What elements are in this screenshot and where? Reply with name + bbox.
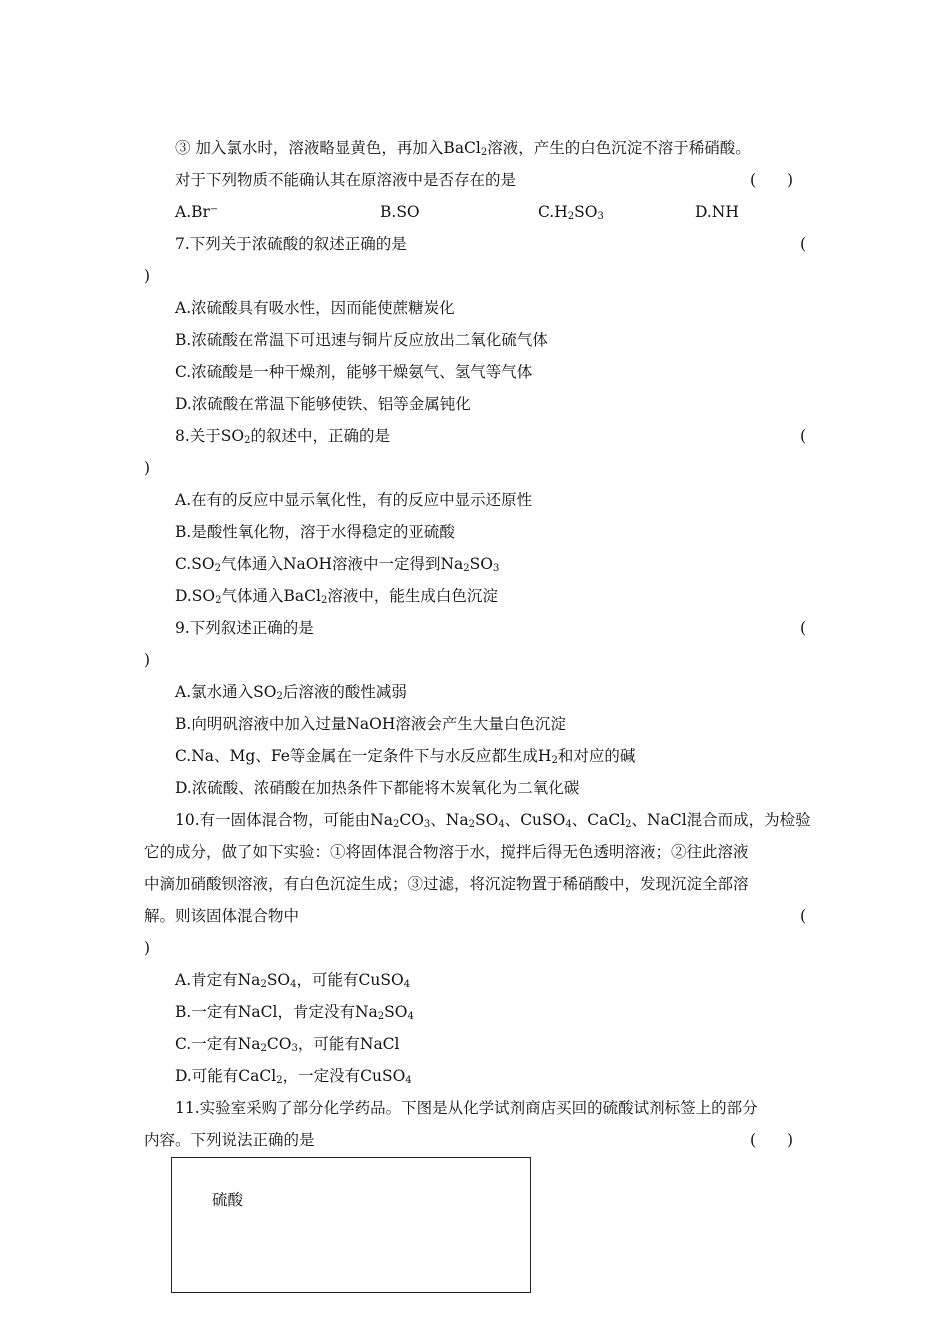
q8-stem	[175, 426, 390, 451]
text: 后溶液的酸性减弱	[282, 683, 407, 701]
q10-option-b	[175, 1002, 414, 1027]
text: 和对应的碱	[557, 747, 636, 765]
subscript: 3	[423, 819, 431, 830]
text: SO	[384, 1003, 408, 1021]
q6-option-a: A.Br⁻	[175, 203, 219, 221]
q6-condition-3	[175, 138, 751, 163]
text: A.氯水通入SO	[175, 683, 277, 701]
subscript: 4	[290, 979, 297, 990]
subscript: 2	[215, 595, 222, 606]
subscript: 2	[567, 211, 575, 222]
q7-option-d: D.浓硫酸在常温下能够使铁、铝等金属钝化	[175, 395, 471, 413]
q9-stem: 9.下列叙述正确的是	[175, 619, 314, 637]
subscript: 4	[403, 979, 411, 990]
text: A.肯定有Na	[175, 971, 261, 989]
q10-bracket-open: (	[800, 907, 807, 925]
subscript: 3	[492, 563, 500, 574]
q9-option-d: D.浓硫酸、浓硝酸在加热条件下都能将木炭氧化为二氧化碳	[175, 779, 580, 797]
q9-option-a	[175, 682, 407, 707]
text: SO	[574, 203, 598, 221]
text: C.H	[538, 203, 568, 221]
text: SO	[474, 811, 499, 829]
text: 、CuSO	[504, 811, 566, 829]
subscript: 2	[276, 1075, 283, 1086]
text: C.Na、Mg、Fe等金属在一定条件下与水反应都生成H	[175, 747, 552, 765]
subscript: 2	[320, 595, 328, 606]
q10-stem-line-1	[175, 810, 811, 835]
text: 10.有一固体混合物，可能由Na	[175, 811, 393, 829]
subscript: 2	[377, 1011, 385, 1022]
subscript: 4	[407, 1011, 414, 1022]
text: ，一定没有CuSO	[282, 1067, 406, 1085]
subscript: 2	[244, 435, 251, 446]
q8-option-a: A.在有的反应中显示氧化性，有的反应中显示还原性	[175, 491, 533, 509]
subscript: 2	[260, 1043, 267, 1054]
q10-option-a	[175, 970, 410, 995]
q6-option-b: B.SO	[380, 203, 420, 221]
text: CO	[266, 1035, 292, 1053]
subscript: 4	[498, 819, 505, 830]
q8-option-d	[175, 586, 498, 611]
q7-bracket-open: (	[800, 235, 807, 253]
q6-option-d: D.NH	[695, 203, 739, 221]
subscript: 3	[291, 1043, 298, 1054]
subscript: 2	[468, 819, 475, 830]
text: D.SO	[175, 587, 216, 605]
q6-stem: 对于下列物质不能确认其在原溶液中是否存在的是	[175, 171, 517, 189]
subscript: 4	[405, 1075, 412, 1086]
subscript: 2	[625, 819, 632, 830]
q9-option-b: B.向明矾溶液中加入过量NaOH溶液会产生大量白色沉淀	[175, 715, 566, 733]
subscript: 2	[463, 563, 470, 574]
subscript: 3	[597, 211, 604, 222]
text: 溶液，产生的白色沉淀不溶于稀硝酸。	[487, 139, 751, 157]
q8-bracket-close: )	[144, 459, 151, 477]
subscript: 2	[392, 819, 400, 830]
text: 的叙述中，正确的是	[250, 427, 391, 445]
subscript: 2	[276, 691, 283, 702]
text: 气体通入NaOH溶液中一定得到Na	[220, 555, 464, 573]
q11-stem-line-1: 11.实验室采购了部分化学药品。下图是从化学试剂商店买回的硫酸试剂标签上的部分	[175, 1099, 758, 1117]
text: ，可能有CuSO	[296, 971, 404, 989]
text: 、CaCl	[571, 811, 626, 829]
text: CO	[399, 811, 424, 829]
text: 、NaCl混合而成，为检验	[631, 811, 811, 829]
subscript: 2	[480, 147, 488, 158]
q10-stem-line-3: 中滴加硝酸钡溶液，有白色沉淀生成；③过滤，将沉淀物置于稀硝酸中，发现沉淀全部溶	[144, 875, 749, 893]
q10-stem-line-2: 它的成分，做了如下实验：①将固体混合物溶于水，搅拌后得无色透明溶液；②往此溶液	[144, 843, 749, 861]
q10-option-d	[175, 1066, 412, 1091]
q11-answer-bracket: ( )	[750, 1131, 794, 1149]
q7-option-a: A.浓硫酸具有吸水性，因而能使蔗糖炭化	[175, 299, 455, 317]
q8-option-c	[175, 554, 499, 579]
q8-option-b: B.是酸性氧化物，溶于水得稳定的亚硫酸	[175, 523, 455, 541]
text: ③ 加入氯水时，溶液略显黄色，再加入BaCl	[175, 139, 481, 157]
q9-option-c	[175, 746, 635, 771]
subscript: 2	[551, 755, 558, 766]
q8-bracket-open: (	[800, 427, 807, 445]
q7-stem: 7.下列关于浓硫酸的叙述正确的是	[175, 235, 407, 253]
text: ，可能有NaCl	[297, 1035, 400, 1053]
text: SO	[469, 555, 493, 573]
q11-stem-line-2: 内容。下列说法正确的是	[144, 1131, 315, 1149]
q6-option-c	[538, 202, 604, 227]
text: 8.关于SO	[175, 427, 245, 445]
reagent-label-box	[171, 1157, 531, 1293]
text: D.可能有CaCl	[175, 1067, 277, 1085]
text: SO	[266, 971, 291, 989]
subscript: 4	[565, 819, 572, 830]
text: 、Na	[430, 811, 469, 829]
text: C.SO	[175, 555, 215, 573]
text: 气体通入BaCl	[221, 587, 321, 605]
q9-bracket-close: )	[144, 651, 151, 669]
text: B.一定有NaCl，肯定没有Na	[175, 1003, 378, 1021]
q10-bracket-close: )	[144, 939, 151, 957]
q7-bracket-close: )	[144, 267, 151, 285]
subscript: 2	[260, 979, 267, 990]
q10-option-c	[175, 1034, 400, 1059]
q7-option-c: C.浓硫酸是一种干燥剂，能够干燥氨气、氢气等气体	[175, 363, 533, 381]
subscript: 2	[214, 563, 221, 574]
q9-bracket-open: (	[800, 619, 807, 637]
reagent-label-title: 硫酸	[212, 1191, 244, 1209]
text: 溶液中，能生成白色沉淀	[327, 587, 498, 605]
text: C.一定有Na	[175, 1035, 261, 1053]
q7-option-b: B.浓硫酸在常温下可迅速与铜片反应放出二氧化硫气体	[175, 331, 548, 349]
q10-stem-line-4: 解。则该固体混合物中	[144, 907, 300, 925]
q6-answer-bracket: ( )	[750, 171, 794, 189]
